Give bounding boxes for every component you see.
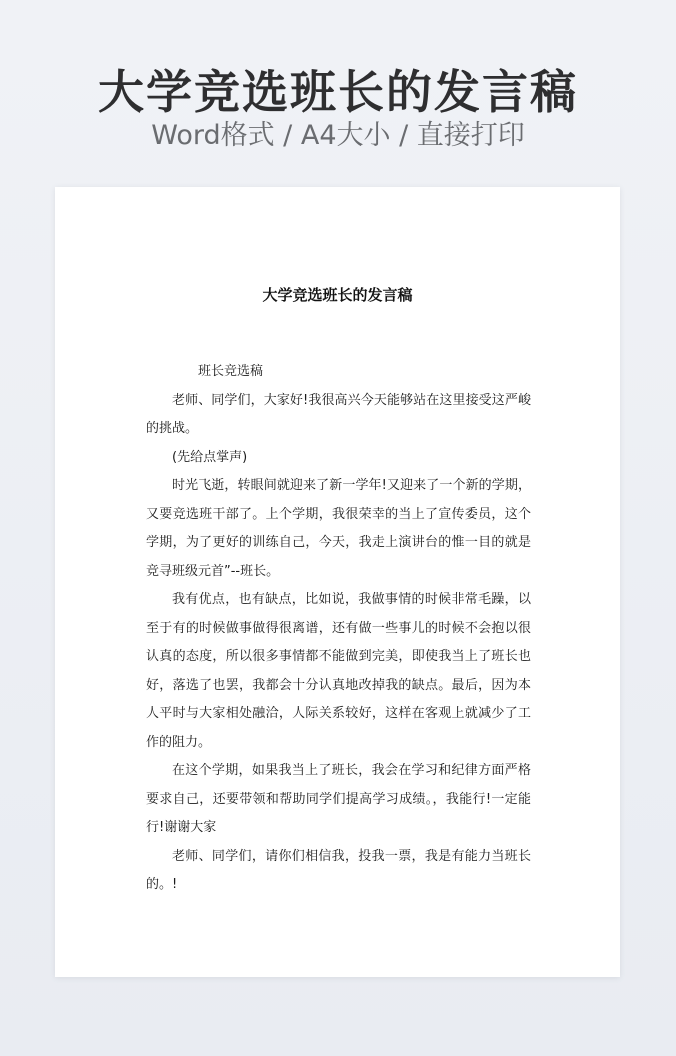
paragraph-promise: 在这个学期，如果我当上了班长，我会在学习和纪律方面严格要求自己，还要带领和帮助同学们提高学习成绩。，我能行!一定能行!谢谢大家 bbox=[146, 763, 531, 835]
paragraph-closing: 老师、同学们，请你们相信我，投我一票，我是有能力当班长的。! bbox=[146, 848, 531, 892]
paragraph-applause-note: (先给点掌声) bbox=[172, 449, 248, 465]
paragraph-greeting: 老师、同学们，大家好!我很高兴今天能够站在这里接受这严峻的挑战。 bbox=[146, 392, 531, 436]
paragraph-new-semester: 时光飞逝，转眼间就迎来了新一学年!又迎来了一个新的学期，又要竞选班干部了。上个学期，我很荣幸的当上了宣传委员，这个学期，为了更好的训练自己，今天，我走上演讲台的惟一目的就是竞寻班级元首”--班长。 bbox=[146, 478, 531, 579]
banner-subtitle: Word格式 / A4大小 / 直接打印 bbox=[151, 120, 525, 151]
document-heading: 班长竞选稿 bbox=[198, 364, 264, 379]
document-title: 大学竞选班长的发言稿 bbox=[262, 286, 413, 304]
banner-title: 大学竞选班长的发言稿 bbox=[98, 65, 578, 119]
document-body bbox=[146, 358, 531, 900]
paragraph-strengths-weaknesses: 我有优点，也有缺点，比如说，我做事情的时候非常毛躁，以至于有的时候做事做得很离谱，还有做一些事儿的时候不会抱以很认真的态度，所以很多事情都不能做到完美，即使我当上了班长也好，落选了也罢，我都会十分认真地改掉我的缺点。最后，因为本人平时与大家相处融洽，人际关系较好，这样在客观上就减少了工作的阻力。 bbox=[146, 592, 531, 750]
document-page bbox=[55, 187, 620, 977]
